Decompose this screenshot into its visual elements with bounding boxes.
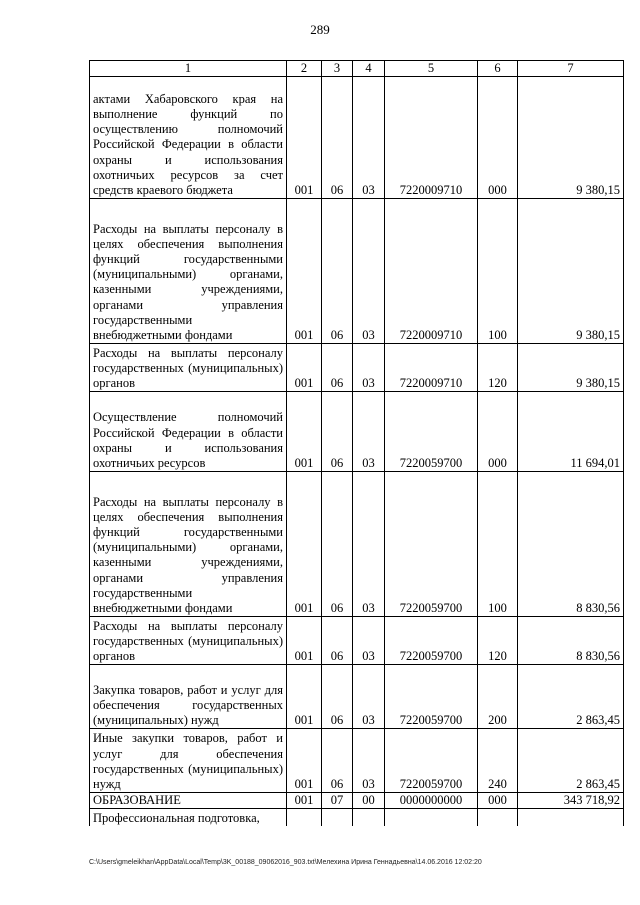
row-pr: 00 [353, 793, 385, 809]
row-name: Расходы на выплаты персоналу в целях обеспечения выполнения функций государственными (муниципальными) органами, казенными учреждениями, органами управления государственными внебюджетными фондами [90, 472, 287, 617]
row-pr: 03 [353, 617, 385, 665]
table-header-row [90, 61, 624, 77]
page-number: 289 [310, 22, 330, 37]
row-pr: 03 [353, 665, 385, 729]
row-rz: 06 [322, 729, 353, 793]
row-csr: 7220009710 [385, 344, 478, 392]
row-gr: 001 [287, 665, 322, 729]
row-pr: 03 [353, 77, 385, 199]
row-gr: 001 [287, 617, 322, 665]
row-name: Осуществление полномочий Российской Федерации в области охраны и использования охотничьих ресурсов [90, 392, 287, 472]
row-amount: 343 718,92 [518, 793, 624, 809]
row-rz: 06 [322, 617, 353, 665]
row-amount: 2 863,45 [518, 729, 624, 793]
row-amount: 9 380,15 [518, 77, 624, 199]
row-gr [287, 809, 322, 826]
row-csr: 7220059700 [385, 665, 478, 729]
row-amount: 8 830,56 [518, 617, 624, 665]
row-gr: 001 [287, 77, 322, 199]
table-row [90, 392, 624, 472]
row-csr: 7220059700 [385, 617, 478, 665]
row-pr: 03 [353, 729, 385, 793]
header-col-1: 1 [90, 61, 287, 77]
row-name: ОБРАЗОВАНИЕ [90, 793, 287, 809]
table-row [90, 809, 624, 826]
row-vr: 100 [478, 472, 518, 617]
table-row [90, 617, 624, 665]
budget-table [89, 60, 624, 826]
row-name: Иные закупки товаров, работ и услуг для обеспечения государственных (муниципальных) нужд [90, 729, 287, 793]
header-col-6: 6 [478, 61, 518, 77]
row-vr [478, 809, 518, 826]
row-pr: 03 [353, 392, 385, 472]
row-amount [518, 809, 624, 826]
table-row [90, 793, 624, 809]
row-gr: 001 [287, 392, 322, 472]
row-csr: 7220009710 [385, 77, 478, 199]
row-rz: 06 [322, 472, 353, 617]
row-gr: 001 [287, 793, 322, 809]
header-col-4: 4 [353, 61, 385, 77]
header-col-2: 2 [287, 61, 322, 77]
row-vr: 000 [478, 793, 518, 809]
row-vr: 000 [478, 77, 518, 199]
table-row [90, 344, 624, 392]
row-vr: 240 [478, 729, 518, 793]
table-body [90, 77, 624, 826]
row-vr: 200 [478, 665, 518, 729]
row-amount: 2 863,45 [518, 665, 624, 729]
row-rz: 06 [322, 199, 353, 344]
row-csr: 7220009710 [385, 199, 478, 344]
row-csr: 7220059700 [385, 729, 478, 793]
row-amount: 9 380,15 [518, 344, 624, 392]
row-name: Расходы на выплаты персоналу государственных (муниципальных) органов [90, 344, 287, 392]
table-row [90, 199, 624, 344]
row-gr: 001 [287, 472, 322, 617]
row-gr: 001 [287, 344, 322, 392]
header-col-7: 7 [518, 61, 624, 77]
row-gr: 001 [287, 729, 322, 793]
header-col-5: 5 [385, 61, 478, 77]
row-amount: 11 694,01 [518, 392, 624, 472]
row-vr: 120 [478, 617, 518, 665]
row-vr: 120 [478, 344, 518, 392]
row-rz: 07 [322, 793, 353, 809]
row-pr [353, 809, 385, 826]
row-rz: 06 [322, 77, 353, 199]
table-row [90, 665, 624, 729]
row-rz: 06 [322, 392, 353, 472]
row-vr: 100 [478, 199, 518, 344]
row-csr: 0000000000 [385, 793, 478, 809]
row-pr: 03 [353, 472, 385, 617]
row-csr: 7220059700 [385, 392, 478, 472]
row-rz [322, 809, 353, 826]
table-row [90, 77, 624, 199]
row-rz: 06 [322, 344, 353, 392]
row-csr [385, 809, 478, 826]
header-col-3: 3 [322, 61, 353, 77]
row-amount: 9 380,15 [518, 199, 624, 344]
row-rz: 06 [322, 665, 353, 729]
table-row [90, 472, 624, 617]
row-name: Расходы на выплаты персоналу в целях обеспечения выполнения функций государственными (муниципальными) органами, казенными учреждениями, органами управления государственными внебюджетными фондами [90, 199, 287, 344]
row-pr: 03 [353, 199, 385, 344]
table-row [90, 729, 624, 793]
row-name: актами Хабаровского края на выполнение функций по осуществлению полномочий Российской Федерации в области охраны и использования охотничьих ресурсов за счет средств краевого бюджета [90, 77, 287, 199]
row-pr: 03 [353, 344, 385, 392]
file-path-footer: C:\Users\gmeleikhan\AppData\Local\Temp\3K_00188_09062016_903.txt\Мелехина Ирина Геннадьевна\14.06.2016 12:02:20 [89, 859, 482, 866]
row-name: Расходы на выплаты персоналу государственных (муниципальных) органов [90, 617, 287, 665]
row-name: Профессиональная подготовка, [90, 809, 287, 826]
row-amount: 8 830,56 [518, 472, 624, 617]
row-csr: 7220059700 [385, 472, 478, 617]
row-gr: 001 [287, 199, 322, 344]
row-vr: 000 [478, 392, 518, 472]
row-name: Закупка товаров, работ и услуг для обеспечения государственных (муниципальных) нужд [90, 665, 287, 729]
